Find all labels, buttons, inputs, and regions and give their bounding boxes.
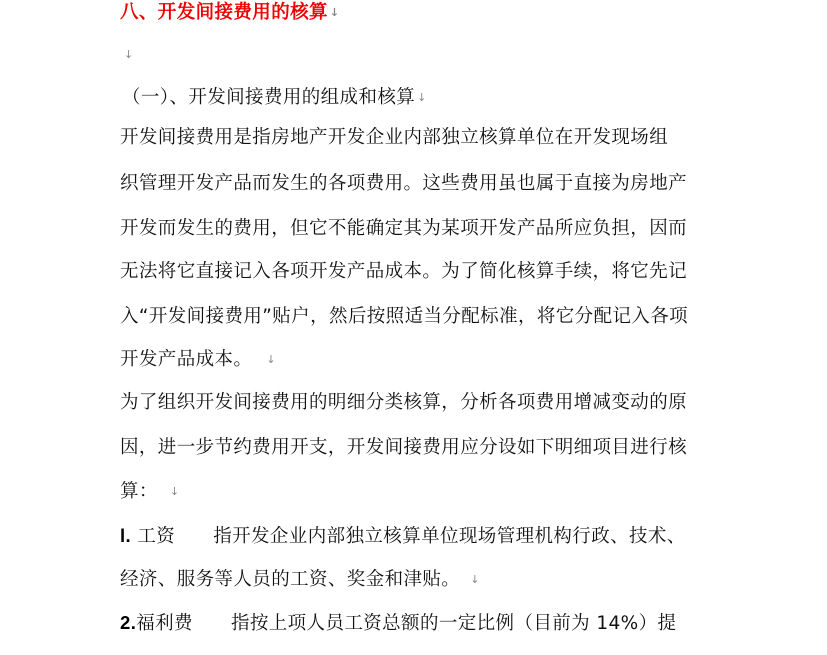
paragraph-mark-icon: ↓ <box>169 485 180 498</box>
list-item-number: l. <box>120 525 132 546</box>
paragraph-line-text: 开发产品成本。 <box>120 349 253 370</box>
list-item-name: 工资 <box>137 526 176 547</box>
paragraph-mark-icon: ↓ <box>470 573 480 586</box>
section-heading <box>120 1 340 25</box>
paragraph-mark-icon: ↓ <box>417 91 427 104</box>
empty-paragraph <box>122 43 134 67</box>
list-item-welfare <box>120 611 676 636</box>
paragraph-line: 因，进一步节约费用开支，开发间接费用应分设如下明细项目进行核 <box>120 437 688 458</box>
paragraph-line-last <box>120 348 276 372</box>
paragraph-line: 无法将它直接记入各项开发产品成本。为了简化核算手续，将它先记 <box>120 261 688 282</box>
paragraph-line: 开发而发生的费用，但它不能确定其为某项开发产品所应负担，因而 <box>120 218 688 239</box>
section-heading-text: 八、开发间接费用的核算 <box>120 2 328 23</box>
paragraph-line: 为了组织开发间接费用的明细分类核算，分析各项费用增减变动的原 <box>120 392 688 413</box>
paragraph-mark-icon: ↓ <box>329 6 340 19</box>
paragraph-line: 开发间接费用是指房地产开发企业内部独立核算单位在开发现场组 <box>120 127 669 148</box>
list-item-description: 指开发企业内部独立核算单位现场管理机构行政、技术、 <box>213 526 686 547</box>
subheading-text: （一）、开发间接费用的组成和核算 <box>122 87 416 108</box>
paragraph-mark-icon: ↓ <box>266 353 276 366</box>
list-item-name: 福利费 <box>136 613 193 634</box>
list-item-continuation <box>120 568 480 592</box>
paragraph-line-text: 算： <box>120 481 158 502</box>
paragraph-line-last <box>120 480 179 504</box>
list-item-description: 经济、服务等人员的工资、奖金和津贴。 <box>120 569 461 590</box>
subheading <box>122 86 427 110</box>
list-item-number: 2. <box>120 612 137 633</box>
paragraph-mark-icon: ↓ <box>124 48 134 61</box>
paragraph-line: 入“开发间接费用”贴户，然后按照适当分配标准，将它分配记入各项 <box>120 306 689 327</box>
list-item-wages <box>120 524 686 549</box>
list-item-description: 指按上项人员工资总额的一定比例（目前为 14%）提 <box>230 613 677 634</box>
paragraph-line: 织管理开发产品而发生的各项费用。这些费用虽也属于直接为房地产 <box>120 173 688 194</box>
